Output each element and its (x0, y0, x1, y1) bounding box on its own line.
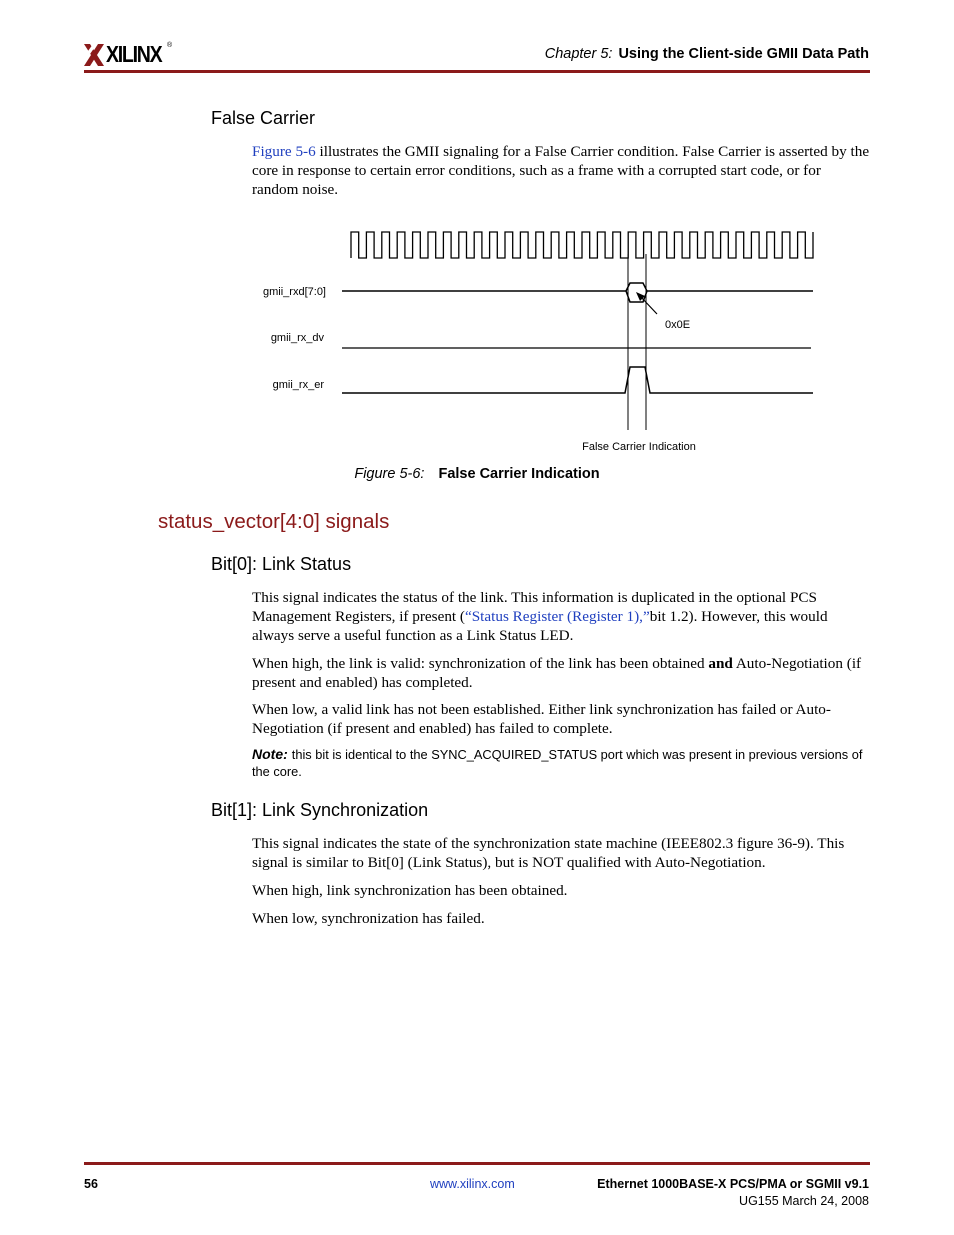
bit1-paragraph-3: When low, synchronization has failed. (252, 910, 485, 927)
bit0-paragraph-1 (252, 588, 870, 645)
bit0-paragraph-2 (252, 654, 870, 692)
false-carrier-paragraph-text: illustrates the GMII signaling for a False Carrier condition. False Carrier is asserted by the core in response to certain error conditions, such as a frame with a corrupted start code, or for random noise. (252, 143, 870, 198)
timing-diagram (240, 222, 840, 462)
bit0-paragraph-3: When low, a valid link has not been established. Either link synchronization has failed or Auto-Negotiation (if present and enabled) has failed to complete. (252, 701, 831, 737)
logo-text: XILINX (106, 41, 162, 67)
footer-doc-id: UG155 March 24, 2008 (739, 1194, 869, 1208)
footer-url-link[interactable]: www.xilinx.com (430, 1177, 515, 1191)
signal-label-rx-er: gmii_rx_er (272, 379, 324, 391)
chapter-header (545, 46, 869, 62)
chapter-title: Using the Client-side GMII Data Path (618, 46, 869, 62)
bit0-note (252, 746, 870, 780)
registered-mark: ® (167, 42, 173, 49)
note-label: Note: (252, 746, 288, 762)
false-carrier-paragraph (252, 142, 870, 199)
bit0-p2-bold: and (708, 655, 733, 672)
rx-er-waveform (342, 367, 813, 393)
signal-label-rxd: gmii_rxd[7:0] (263, 286, 326, 298)
status-register-link[interactable]: “Status Register (Register 1),” (464, 608, 650, 625)
bit1-paragraph-1: This signal indicates the state of the synchronization state machine (IEEE802.3 figure 36-9). This signal is similar to Bit[0] (Link Status), but is NOT qualified with Auto-Negotiation. (252, 835, 845, 871)
signal-label-rx-dv: gmii_rx_dv (270, 332, 324, 344)
bit0-heading: Bit[0]: Link Status (211, 554, 352, 574)
header-rule (84, 70, 870, 73)
page-number: 56 (84, 1177, 98, 1191)
bit0-p1-text-post: bit 1.2). However, this would always serve a useful function as a Link Status LED. (252, 608, 828, 644)
rxd-waveform (342, 283, 813, 302)
clock-waveform (351, 232, 813, 258)
bit1-paragraph-2: When high, link synchronization has been obtained. (252, 882, 568, 899)
xilinx-logo (84, 40, 184, 70)
bit0-p1-text-pre: This signal indicates the status of the link. This information is duplicated in the optional PCS Management Registers, if present ( (252, 589, 817, 625)
bit0-p2-text-pre: When high, the link is valid: synchronization of the link has been obtained (252, 655, 709, 672)
bit0-p2-text-post: Auto-Negotiation (if present and enabled) has completed. (252, 655, 862, 691)
clock-line (351, 232, 813, 258)
bit1-heading: Bit[1]: Link Synchronization (211, 800, 429, 820)
figure-5-6-link[interactable]: Figure 5-6 (252, 143, 316, 160)
figure-caption-label: Figure 5-6: (354, 466, 425, 482)
note-text: this bit is identical to the SYNC_ACQUIRED_STATUS port which was present in previous versions of the core. (252, 747, 863, 779)
footer-doc-title: Ethernet 1000BASE-X PCS/PMA or SGMII v9.1 (597, 1177, 869, 1191)
figure-caption (0, 466, 954, 482)
footer-rule (84, 1162, 870, 1165)
footer-doc-info (597, 1176, 869, 1210)
false-carrier-heading: False Carrier (211, 108, 316, 128)
value-label: 0x0E (665, 319, 691, 331)
chapter-label: Chapter 5: (544, 46, 613, 62)
status-vector-heading: status_vector[4:0] signals (158, 510, 390, 533)
indication-label: False Carrier Indication (582, 441, 696, 453)
figure-caption-title: False Carrier Indication (438, 466, 600, 482)
